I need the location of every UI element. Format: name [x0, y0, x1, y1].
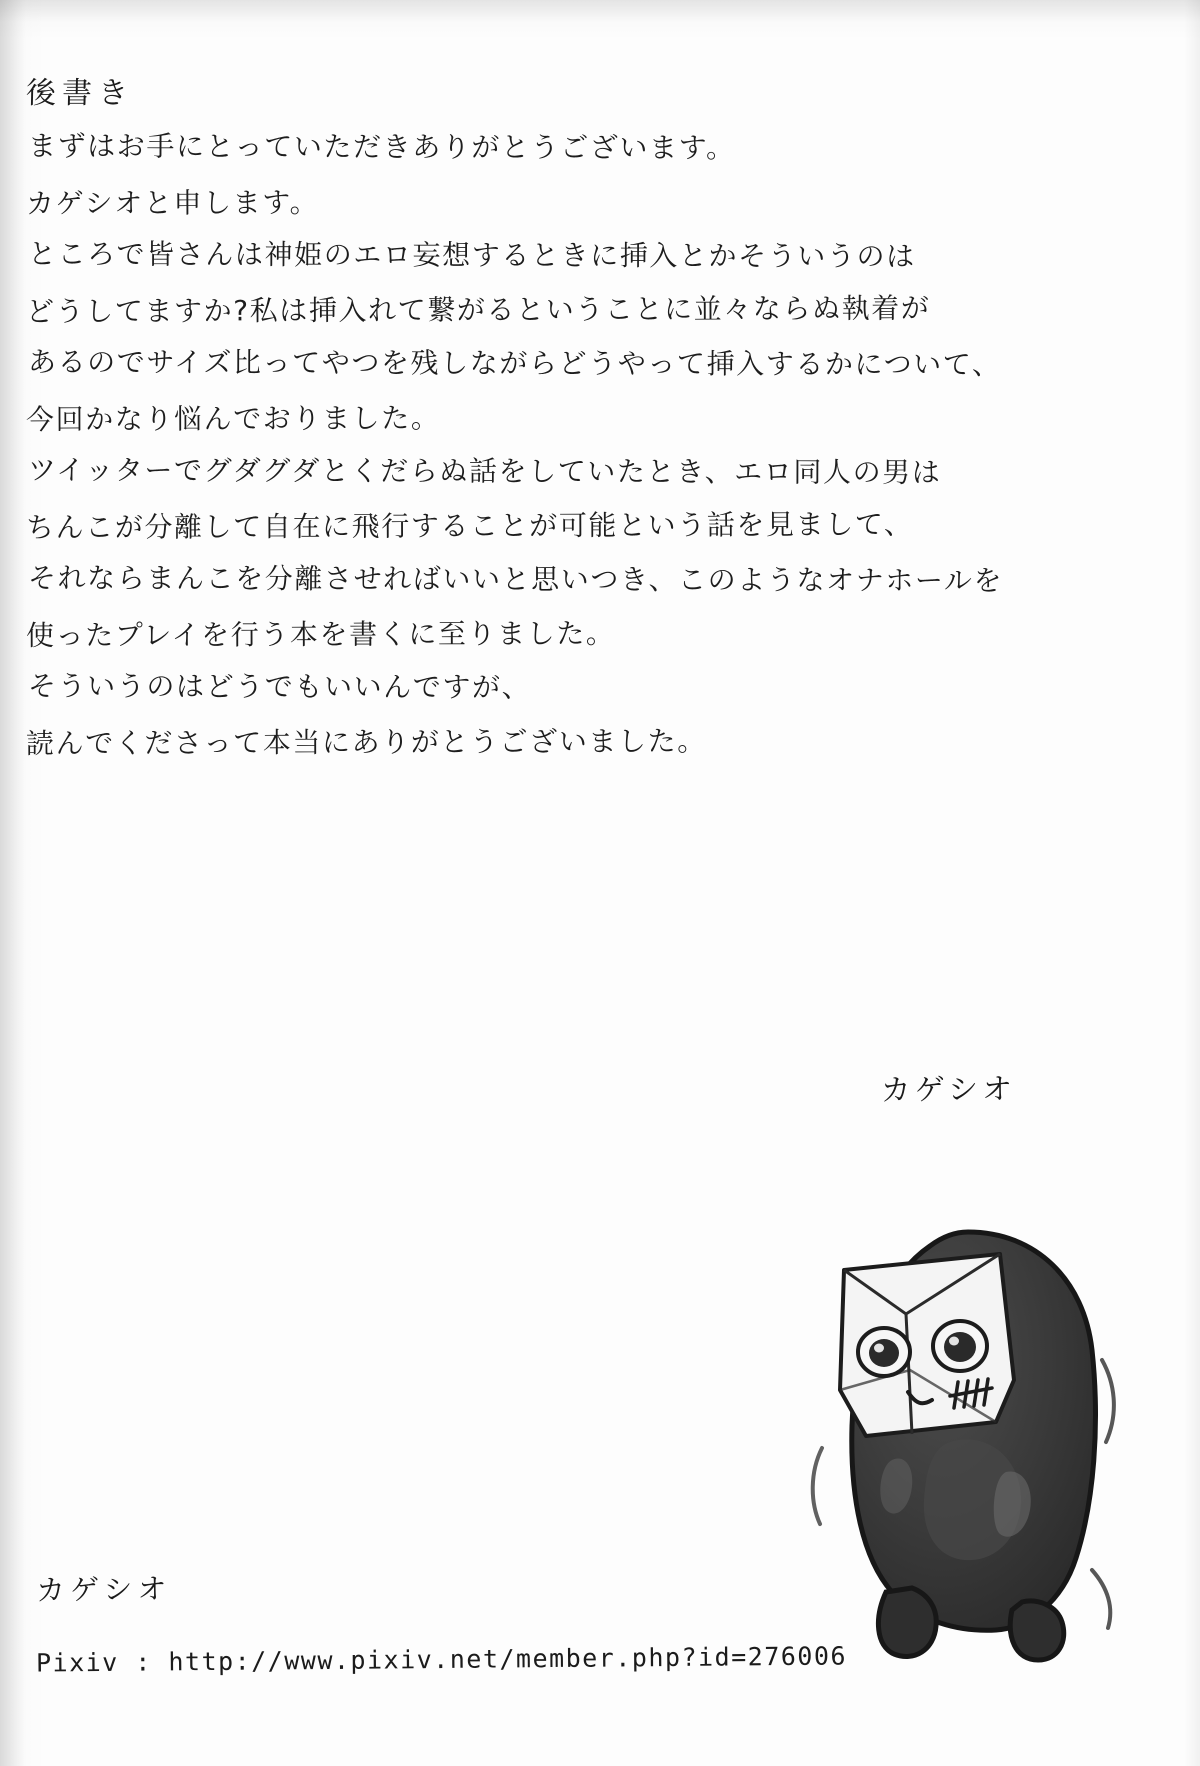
afterword-line: あるのでサイズ比ってやつを残しながらどうやって挿入するかについて、: [27, 345, 1002, 382]
afterword-line: 読んでくださって本当にありがとうございました。: [25, 724, 707, 761]
afterword-line: まずはお手にとっていただきありがとうございます。: [27, 129, 736, 165]
afterword-text-block: [25, 68, 1136, 1109]
afterword-line: ちんこが分離して自在に飛行することが可能という話を見まして、: [25, 507, 914, 545]
afterword-line: そういうのはどうでもいいんですが、: [27, 669, 532, 704]
afterword-line: 使ったプレイを行う本を書くに至りました。: [25, 616, 616, 653]
credit-author-name: カゲシオ: [35, 1571, 172, 1608]
afterword-line: どうしてますか?私は挿入れて繋がるということに並々ならぬ執着が: [25, 291, 931, 329]
afterword-line: ところで皆さんは神姫のエロ妄想するときに挿入とかそういうのは: [27, 237, 916, 273]
page-edge-shadow-right: [1184, 0, 1200, 1766]
page-edge-shadow-left: [0, 0, 26, 1766]
afterword-line: カゲシオと申します。: [25, 186, 320, 221]
afterword-heading: 後書き: [25, 76, 135, 111]
footer-credits: [35, 1564, 848, 1678]
afterword-line: 今回かなり悩んでおりました。: [25, 401, 441, 437]
afterword-line: それならまんこを分離させればいいと思いつき、このようなオナホールを: [27, 561, 1004, 598]
page-edge-shadow-top: [0, 0, 1200, 22]
afterword-line: ツイッターでグダグダとくだらぬ話をしていたとき、エロ同人の男は: [27, 453, 942, 490]
author-signature: カゲシオ: [880, 1072, 1017, 1109]
daruma-mascot-illustration: [800, 1210, 1130, 1680]
credit-pixiv-url[interactable]: Pixiv : http://www.pixiv.net/member.php?id=276006: [35, 1641, 848, 1678]
